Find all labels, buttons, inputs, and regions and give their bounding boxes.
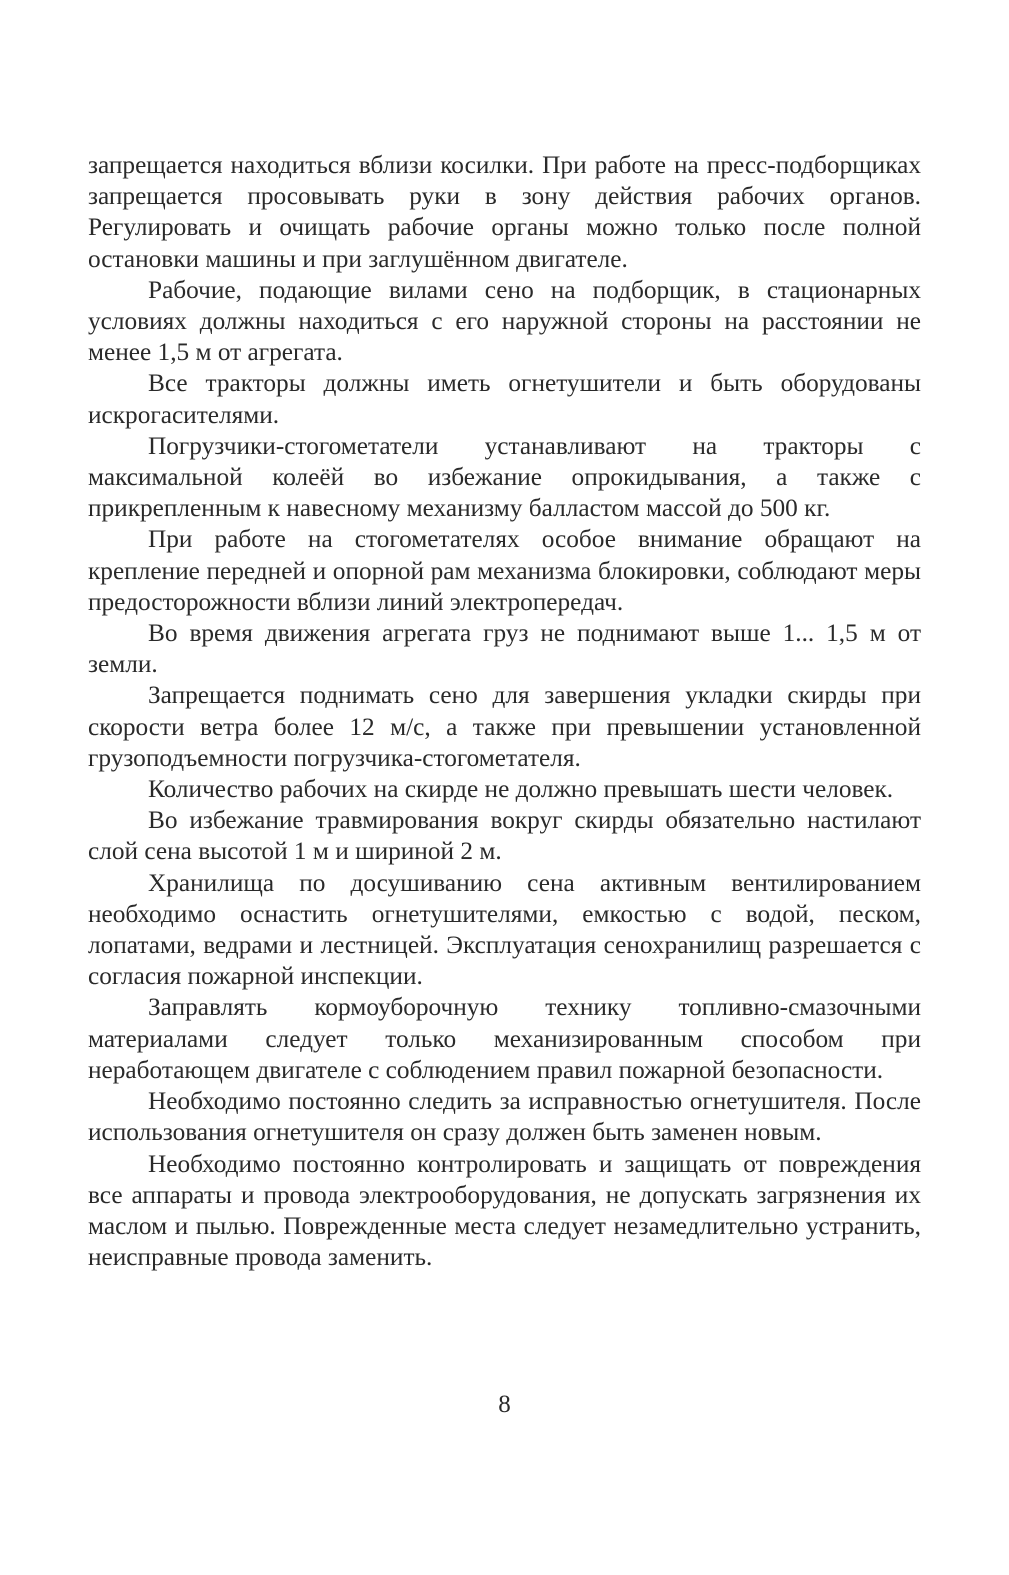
page-number: 8 [498,1391,511,1418]
paragraph: Заправлять кормоуборочную технику топливно-смазочными материалами следует только механизированным способом при неработающем двигателе с соблюдением правил пожарной безопасности. [88,993,921,1084]
body-text [88,150,921,1273]
paragraph: Все тракторы должны иметь огнетушители и быть оборудованы искрогасителями. [88,369,921,429]
paragraph: Хранилища по досушиванию сена активным вентилированием необходимо оснастить огнетушителями, емкостью с водой, песком, лопатами, ведрами и лестницей. Эксплуатация сенохранилищ разрешается с согласия пожарной инспекции. [88,868,921,991]
paragraph-continuation: запрещается находиться вблизи косилки. При работе на пресс-подборщиках запрещается просовывать руки в зону действия рабочих органов. Регулировать и очищать рабочие органы можно только после полной остановки машины и при заглушённом двигателе. [88,151,921,273]
paragraph: При работе на стогометателях особое внимание обращают на крепление передней и опорной рам механизма блокировки, соблюдают меры предосторожности вблизи линий электропередач. [88,525,921,616]
paragraph: Необходимо постоянно контролировать и защищать от повреждения все аппараты и провода электрооборудования, не допускать загрязнения их маслом и пылью. Поврежденные места следует незамедлительно устранить, неисправные провода заменить. [88,1149,921,1272]
paragraph: Запрещается поднимать сено для завершения укладки скирды при скорости ветра более 12 м/с, а также при превышении установленной грузоподъемности погрузчика-стогометателя. [88,681,921,772]
paragraph: Во время движения агрегата груз не поднимают выше 1... 1,5 м от земли. [88,619,921,679]
paragraph: Погрузчики-стогометатели устанавливают на тракторы с максимальной колеёй во избежание опрокидывания, а также с прикрепленным к навесному механизму балластом массой до 500 кг. [88,431,921,523]
paragraph: Во избежание травмирования вокруг скирды обязательно настилают слой сена высотой 1 м и шириной 2 м. [88,806,921,866]
paragraph: Необходимо постоянно следить за исправностью огнетушителя. После использования огнетушителя он сразу должен быть заменен новым. [88,1087,921,1147]
paragraph: Рабочие, подающие вилами сено на подборщик, в стационарных условиях должны находиться с его наружной стороны на расстоянии не менее 1,5 м от агрегата. [88,275,921,367]
paragraph: Количество рабочих на скирде не должно превышать шести человек. [148,775,894,804]
